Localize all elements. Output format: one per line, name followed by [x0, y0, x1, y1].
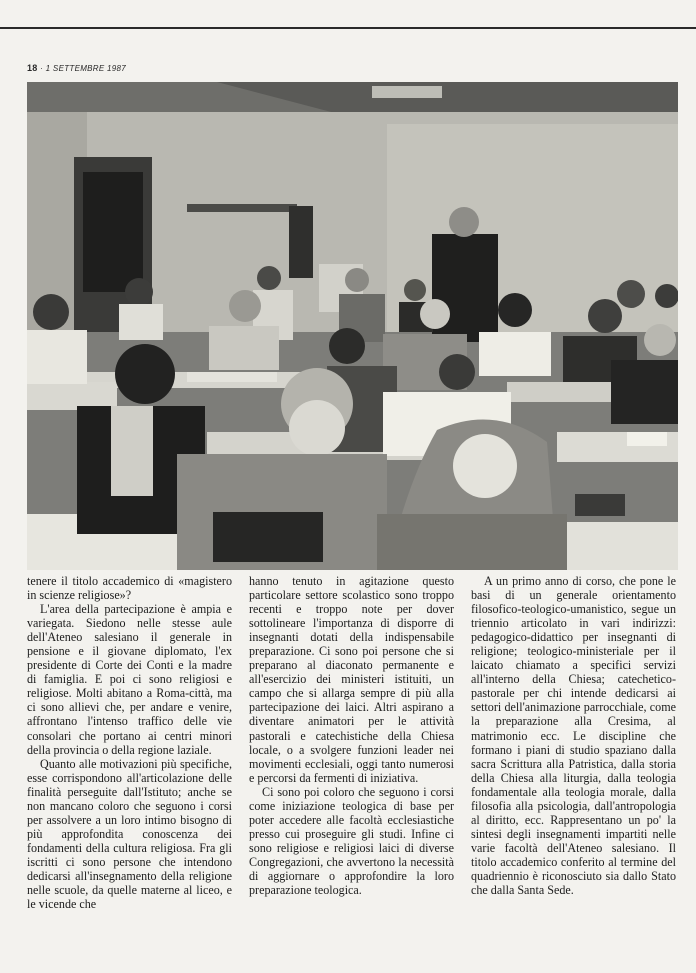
- paragraph: tenere il titolo accademico di «magistero in scienze religiose»?: [27, 574, 232, 603]
- classroom-photo: [27, 82, 678, 570]
- paragraph: Ci sono poi coloro che seguono i corsi come iniziazione teologica di base per poter accedere alle facoltà ecclesiastiche presso cui proseguire gli studi. Infine ci sono religiose e religiosi laici di diverse Congregazioni, che avvertono la necessità di aggiornare o approfondire la loro preparazione teologica.: [249, 784, 454, 898]
- header-separator: ·: [40, 64, 44, 73]
- top-rule: [0, 27, 696, 29]
- page-header: [27, 63, 126, 73]
- paragraph: L'area della partecipazione è ampia e variegata. Siedono nelle stesse aule dell'Ateneo salesiano il generale in pensione e il giovane diplomato, l'ex presidente di Corte dei Conti e la madre di famiglia. E poi ci sono religiosi e religiose. Molti abitano a Roma-città, ma ci sono allievi che, per andare e venire, affrontano l'intenso traffico delle vie consolari che portano ai centri minori della provincia o della regione laziale.: [27, 602, 232, 757]
- paragraph: A un primo anno di corso, che pone le basi di un generale orientamento filosofico-teologico-umanistico, segue un triennio articolato in vari indirizzi: pedagogico-didattico per insegnanti di religione; teologico-ministeriale per il laicato chiamato a specifici servizi all'interno della Chiesa; catechetico-pastorale per chi intende dedicarsi ai settori dell'animazione parrocchiale, come la preparazione alla Cresima, al matrimonio ecc. Le discipline che formano i piani di studio spaziano dalla sacra Scrittura alla Patristica, dalla storia della Chiesa alla liturgia, dalla teologia fondamentale alla teologia morale, dalla filosofia alla psicologia, dall'antropologia al diritto, ecc. Rappresentano un po' la sintesi degli insegnamenti impartiti nelle varie facoltà dell'Ateneo salesiano. Il titolo accademico conferito al termine del quadriennio è riconosciuto sia dallo Stato che dalla Santa Sede.: [471, 574, 676, 898]
- text-column-3: [471, 574, 676, 897]
- text-column-2: [249, 574, 454, 897]
- paragraph: hanno tenuto in agitazione questo particolare settore scolastico sono troppo recenti e troppo note per dover sottolineare l'importanza di disporre di insegnanti dotati della indispensabile preparazione. Ci sono poi persone che si preparano al diaconato permanente e all'esercizio dei ministeri istituiti, un campo che si allarga sempre di più alla partecipazione dei laici. Altri aspirano a diventare animatori per le attività pastorali e catechistiche della Chiesa locale, o a svolgere funzioni leader nei movimenti ecclesiali, oggi tanto numerosi e percorsi da fermenti di iniziativa.: [249, 574, 454, 785]
- paragraph: Quanto alle motivazioni più specifiche, esse corrispondono all'articolazione delle finalità perseguite dall'Istituto; anche se non mancano coloro che seguono i corsi per assolvere a un loro intimo bisogno di più approfondita conoscenza dei fondamenti della cultura religiosa. Fra gli iscritti ci sono persone che intendono dedicarsi all'insegnamento della religione nelle scuole, da quelle materne al liceo, e le vicende che: [27, 756, 232, 912]
- page-number: 18: [27, 63, 38, 73]
- issue-date: 1 SETTEMBRE 1987: [45, 64, 127, 73]
- classroom-photo-illustration: [27, 82, 678, 570]
- text-column-1: [27, 574, 232, 911]
